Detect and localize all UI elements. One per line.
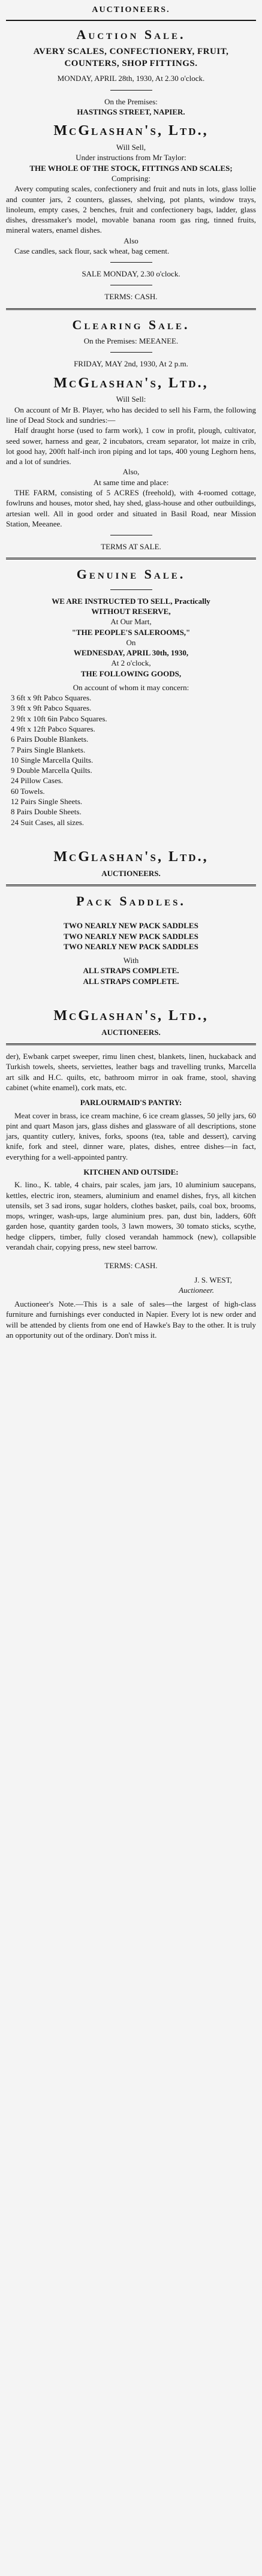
auctioneer-name: McGlashan's, Ltd., bbox=[53, 1007, 209, 1024]
ad-auction-sale bbox=[6, 26, 256, 302]
list-item: 6 Pairs Double Blankets. bbox=[11, 735, 89, 744]
straps-line: ALL STRAPS COMPLETE. bbox=[83, 976, 179, 986]
will-sell: Will Sell, bbox=[116, 143, 146, 152]
ad-genuine-sale bbox=[6, 565, 256, 878]
sale-date: MONDAY, APRIL 28th, 1930, At 2.30 o'clock. bbox=[57, 74, 205, 83]
comprising-text: Avery computing scales, confectionery and fruit and nuts in lots, glass lollie and counter jars, 2 counters, glasses, shelving, pot plants, window trays, linoleum, empty cases, 2 benches, fruit and confectionery bags, ladder, glass dishes, dressmaker's model, movable banana room gas ring, tinned fruits, mineral waters, enamel dishes. bbox=[6, 184, 256, 235]
ad-furniture-sale bbox=[6, 1051, 256, 1340]
signer-name: J. S. WEST, bbox=[194, 1275, 232, 1284]
signer-role: Auctioneer. bbox=[179, 1285, 214, 1295]
premises: HASTINGS STREET, NAPIER. bbox=[77, 107, 185, 116]
list-item: 12 Pairs Single Sheets. bbox=[11, 797, 83, 806]
list-item: 7 Pairs Single Blankets. bbox=[11, 745, 86, 754]
will-sell: Will Sell: bbox=[116, 395, 146, 404]
body-text: On account of Mr B. Player, who has decided to sell his Farm, the following line of Dead Stock and sundries:— bbox=[6, 405, 256, 425]
same-time: At same time and place: bbox=[93, 477, 169, 487]
list-item: 3 9ft x 9ft Pabco Squares. bbox=[11, 703, 92, 713]
sale-time: At 2 o'clock, bbox=[111, 658, 151, 668]
pantry-text: Meat cover in brass, ice cream machine, 6 ice cream glasses, 50 jelly jars, 60 pint and quart Mason jars, glass dishes and glassware of all descriptions, stone jars, quantity cutlery, knives, forks, spoons (tea, table and dessert), carving knife, fork and steel, dinner ware, plates, dishes, entree dishes—in fact, everything for a well-appointed pantry. bbox=[6, 1111, 256, 1161]
kitchen-heading: KITCHEN AND OUTSIDE: bbox=[83, 1167, 179, 1176]
list-item: 24 Pillow Cases. bbox=[11, 776, 64, 786]
with-label: With bbox=[123, 956, 139, 965]
mart-line: At Our Mart, bbox=[110, 617, 152, 627]
saddle-line: TWO NEARLY NEW PACK SADDLES bbox=[64, 931, 198, 941]
goods-list bbox=[6, 693, 256, 827]
auctioneer-note: Auctioneer's Note.—This is a sale of sales—the largest of high-class furniture and furnishings ever conducted in Napier. Every lot is new order and will be attended by clients from one end of Hawke's Bay to the other. It is truly an opportunity out of the ordinary. Don't miss it. bbox=[6, 1299, 256, 1340]
comprising-label: Comprising: bbox=[111, 173, 150, 183]
list-item: 9 Double Marcella Quilts. bbox=[11, 766, 92, 775]
reserve-line: WITHOUT RESERVE, bbox=[91, 606, 171, 616]
terms: TERMS: CASH. bbox=[104, 292, 158, 302]
auctioneer-name: McGlashan's, Ltd., bbox=[53, 123, 209, 139]
ad-headline: AVERY SCALES, CONFECTIONERY, FRUIT, COUNTERS, SHOP FITTINGS. bbox=[33, 46, 229, 69]
section-header: AUCTIONEERS. bbox=[6, 2, 256, 21]
list-item: 4 9ft x 12ft Pabco Squares. bbox=[11, 724, 95, 734]
list-item: 2 9ft x 10ft 6in Pabco Squares. bbox=[11, 714, 107, 723]
farm-text: THE FARM, consisting of 5 ACRES (freehold), with 4-roomed cottage, fowlruns and houses, motor shed, hay shed, glass-house and other outbuildings, artesian well. All in good order and situated in Basil Road, near Mission Station, Meeanee. bbox=[6, 488, 256, 528]
sale-note: SALE MONDAY, 2.30 o'clock. bbox=[82, 269, 180, 279]
list-item: 8 Pairs Double Sheets. bbox=[11, 807, 82, 817]
stock-headline: THE WHOLE OF THE STOCK, FITTINGS AND SCALES; bbox=[29, 163, 233, 173]
kitchen-text: K. lino., K. table, 4 chairs, pair scales, jam jars, 10 aluminium saucepans, kettles, electric iron, steamers, aluminium and enamel dishes, frys, all kitchen utensils, set 3 sad irons, sugar holders, clothes basket, pails, coal box, brooms, mops, wringer, wash-ups, large aluminium pres. pan, dust bin, ladders, 60ft garden hose, quantity garden tools, 3 lawn mowers, 30 tomato sticks, scythe, hedge clippers, timber, fully closed verandah hammock (new), collapsible verandah chair, copying press, new steel barrow. bbox=[6, 1180, 256, 1251]
premises-label: On the Premises: bbox=[104, 97, 158, 106]
also-label: Also bbox=[124, 236, 138, 245]
ad-title: Auction Sale. bbox=[76, 26, 186, 42]
ad-title: Genuine Sale. bbox=[76, 567, 186, 582]
list-item: 3 6ft x 9ft Pabco Squares. bbox=[11, 693, 92, 703]
also-text: Case candles, sack flour, sack wheat, bag cement. bbox=[14, 246, 170, 255]
ad-pack-saddles bbox=[6, 892, 256, 1037]
straps-line: ALL STRAPS COMPLETE. bbox=[83, 966, 179, 976]
list-item: 10 Single Marcella Quilts. bbox=[11, 755, 94, 765]
instructions: Under instructions from Mr Taylor: bbox=[76, 153, 186, 162]
terms: TERMS AT SALE. bbox=[101, 542, 161, 552]
auctioneer-name: McGlashan's, Ltd., bbox=[53, 848, 209, 865]
instructed-line: WE ARE INSTRUCTED TO SELL, Practically bbox=[52, 596, 210, 606]
ad-title: Clearing Sale. bbox=[72, 317, 190, 332]
sale-date: FRIDAY, MAY 2nd, 1930, At 2 p.m. bbox=[74, 359, 188, 369]
ad-clearing-sale bbox=[6, 316, 256, 552]
saddle-line: TWO NEARLY NEW PACK SADDLES bbox=[64, 941, 198, 951]
list-item: 60 Towels. bbox=[11, 786, 45, 796]
concern-line: On account of whom it may concern: bbox=[73, 682, 189, 692]
premises: On the Premises: MEEANEE. bbox=[83, 336, 179, 346]
saddle-line: TWO NEARLY NEW PACK SADDLES bbox=[64, 921, 198, 931]
also-label: Also, bbox=[122, 467, 140, 477]
ad-title: Pack Saddles. bbox=[76, 893, 186, 909]
list-item: 24 Suit Cases, all sizes. bbox=[11, 817, 85, 827]
items-text: Half draught horse (used to farm work), 1 cow in profit, plough, cultivator, seed sower, harness and gear, 2 incubators, cream separator, lot maize in crib, lot good hay, 200ft half-inch iron piping and lot taps, 400 young Leghorn hens, and a lot of sundries. bbox=[6, 426, 256, 467]
terms: TERMS: CASH. bbox=[104, 1261, 158, 1271]
auctioneer-role: AUCTIONEERS. bbox=[101, 1027, 161, 1037]
following-goods: THE FOLLOWING GOODS, bbox=[80, 669, 182, 678]
on-line: On bbox=[126, 637, 136, 647]
sale-date: WEDNESDAY, APRIL 30th, 1930, bbox=[73, 648, 189, 658]
pantry-heading: PARLOURMAID'S PANTRY: bbox=[80, 1098, 182, 1108]
auctioneer-name: McGlashan's, Ltd., bbox=[53, 375, 209, 391]
salerooms-line: "THE PEOPLE'S SALEROOMS," bbox=[71, 627, 191, 637]
intro-text: der), Ewbank carpet sweeper, rimu linen chest, blankets, linen, huckaback and Turkish towels, sheets, serviettes, leather bags and travelling trunks, Marcella art silk and H.C. quilts, etc, bathroom mirror in oak frame, stool, shaving cabinet (white enamel), cork mats, etc. bbox=[6, 1052, 256, 1093]
auctioneer-role: AUCTIONEERS. bbox=[101, 868, 161, 878]
